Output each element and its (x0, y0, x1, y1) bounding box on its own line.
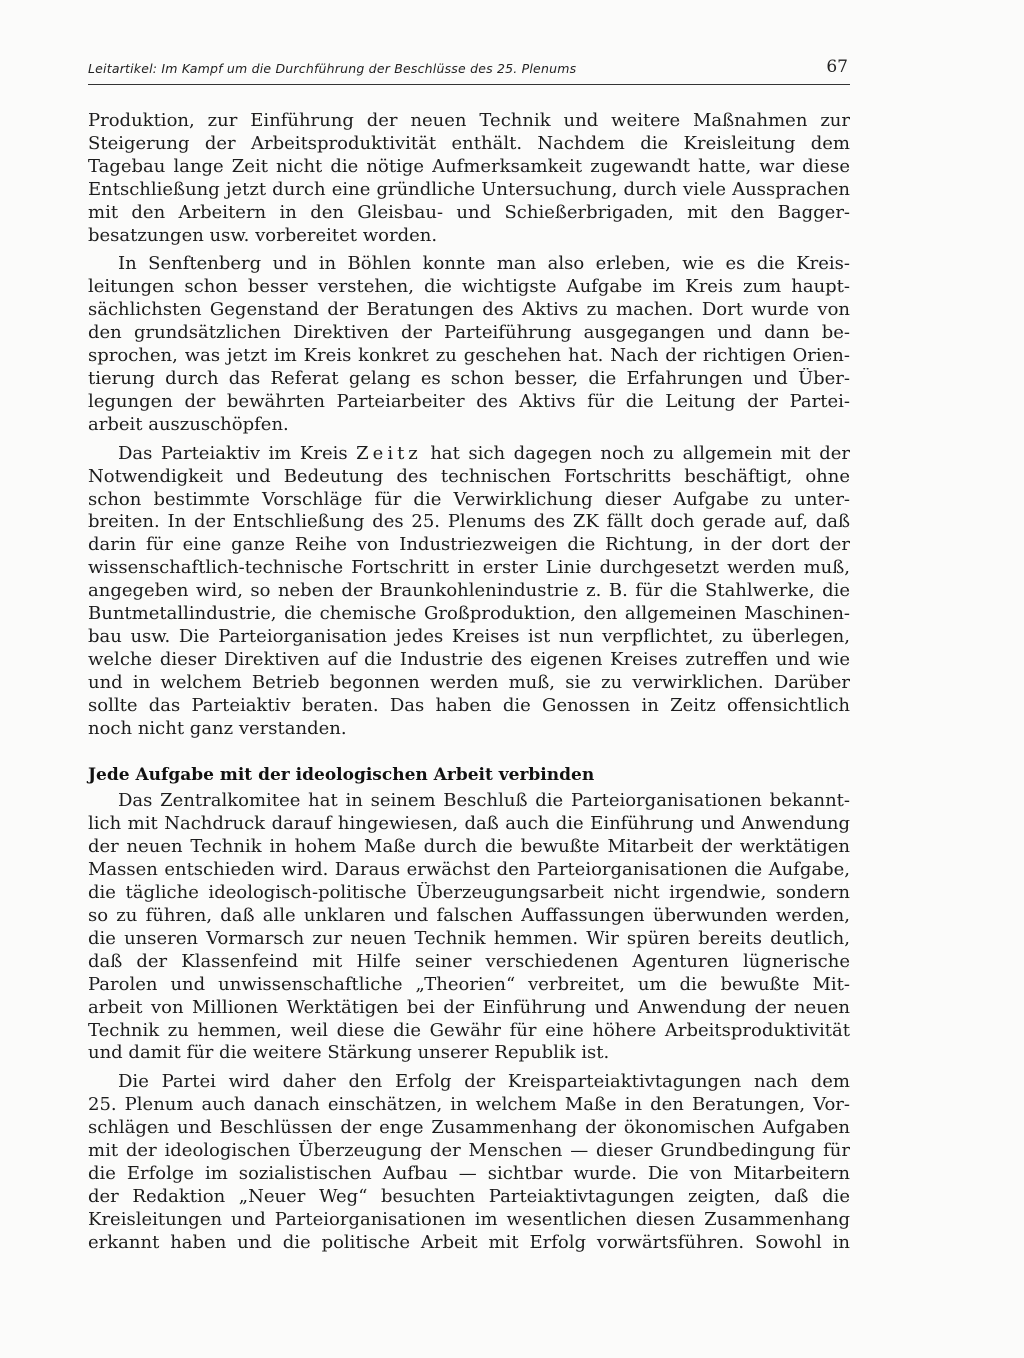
text-line: wissenschaftlich-technische Fortschritt in erster Linie durchgesetzt werden muß, (88, 557, 850, 579)
section-paragraph-1 (88, 790, 850, 1065)
text-line: Entschließung jetzt durch eine gründliche Untersuchung, durch viele Aussprachen (88, 178, 850, 200)
text-line: sollte das Parteiaktiv beraten. Das haben die Genossen in Zeitz offensichtlich (88, 694, 850, 716)
text-line: breiten. In der Entschließung des 25. Plenums des ZK fällt doch gerade auf, daß (88, 511, 850, 533)
text-line: arbeit von Millionen Werktätigen bei der Einführung und Anwendung der neuen (88, 996, 850, 1018)
header-rule (88, 84, 850, 85)
text-line: legungen der bewährten Parteiarbeiter des Aktivs für die Leitung der Partei- (88, 390, 850, 412)
running-head (88, 57, 848, 85)
text-line (88, 443, 850, 466)
text-line: tierung durch das Referat gelang es schon besser, die Erfahrungen und Über- (88, 367, 850, 389)
text-line: arbeit auszuschöpfen. (88, 413, 289, 435)
text-line: In Senftenberg und in Böhlen konnte man also erleben, wie es die Kreis- (118, 253, 850, 275)
text-line: der Redaktion „Neuer Weg“ besuchten Parteiaktivtagungen zeigten, daß die (88, 1185, 850, 1207)
text-line: Technik zu hemmen, weil diese die Gewähr für eine höhere Arbeitsproduktivität (88, 1019, 850, 1041)
text-line: so zu führen, daß alle unklaren und falschen Auffassungen überwunden werden, (88, 905, 850, 926)
section-heading: Jede Aufgabe mit der ideologischen Arbeit verbinden (88, 765, 595, 786)
text-line: Tagebau lange Zeit nicht die nötige Aufmerksamkeit zugewandt hatte, war diese (88, 155, 850, 177)
text-line: Die Partei wird daher den Erfolg der Kreisparteiaktivtagungen nach dem (118, 1071, 850, 1093)
text-line: darin für eine ganze Reihe von Industriezweigen die Richtung, in der dort der (88, 534, 850, 556)
text-line: 25. Plenum auch danach einschätzen, in welchem Maße in den Beratungen, Vor- (88, 1094, 850, 1116)
text-line: leitungen schon besser verstehen, die wichtigste Aufgabe im Kreis zum haupt- (88, 276, 850, 298)
text-line: schlägen und Beschlüssen der enge Zusammenhang der ökonomischen Aufgaben (88, 1117, 850, 1139)
emphasized-word: Zeitz (356, 442, 422, 464)
text-line: welche dieser Direktiven auf die Industrie des eigenen Kreises zutreffen und wie (88, 648, 850, 670)
text-line: erkannt haben und die politische Arbeit mit Erfolg vorwärtsführen. Sowohl in (88, 1231, 850, 1253)
text-line: die unseren Vormarsch zur neuen Technik hemmen. Wir spüren bereits deutlich, (88, 927, 850, 949)
text-line: Kreisleitungen und Parteiorganisationen im wesentlichen diesen Zusammenhang (88, 1208, 850, 1230)
page-number: 67 (826, 57, 848, 77)
text-line: daß der Klassenfeind mit Hilfe seiner verschiedenen Agenturen lügnerische (88, 950, 850, 972)
paragraph-3 (88, 443, 850, 741)
text-line: der neuen Technik in hohem Maße durch die bewußte Mitarbeit der werktätigen (88, 836, 850, 858)
text-line: besatzungen usw. vorbereitet worden. (88, 224, 438, 246)
text-line: lich mit Nachdruck darauf hingewiesen, daß auch die Einführung und Anwendung (88, 813, 850, 835)
text-line: und damit für die weitere Stärkung unserer Republik ist. (88, 1042, 610, 1064)
running-title: Leitartikel: Im Kampf um die Durchführung der Beschlüsse des 25. Plenums (88, 61, 577, 76)
text-line: Das Zentralkomitee hat in seinem Beschluß die Parteiorganisationen bekannt- (118, 790, 850, 812)
text-line: und in welchem Betrieb begonnen werden muß, sie zu verwirklichen. Darüber (88, 671, 850, 693)
body-text (88, 110, 850, 1261)
text-line: Massen entschieden wird. Daraus erwächst den Parteiorganisationen die Aufgabe, (88, 859, 850, 881)
text-line: Parolen und unwissenschaftliche „Theorien“ verbreitet, um die bewußte Mit- (88, 973, 850, 995)
text-line: Buntmetallindustrie, die chemische Großproduktion, den allgemeinen Maschinen- (88, 603, 850, 625)
section-paragraph-2 (88, 1071, 850, 1254)
text-line: schon bestimmte Vorschläge für die Verwirklichung dieser Aufgabe zu unter- (88, 488, 850, 510)
text-line: die tägliche ideologisch-politische Überzeugungsarbeit nicht irgendwie, sondern (88, 882, 850, 904)
text-line: sprochen, was jetzt im Kreis konkret zu geschehen hat. Nach der richtigen Orien- (88, 345, 850, 367)
paragraph-2 (88, 253, 850, 436)
text-line: angegeben wird, so neben der Braunkohlenindustrie z. B. für die Stahlwerke, die (88, 580, 850, 602)
text-line: mit der ideologischen Überzeugung der Menschen — dieser Grundbedingung für (88, 1140, 850, 1162)
text-line: Notwendigkeit und Bedeutung des technischen Fortschritts beschäftigt, ohne (88, 465, 850, 487)
text-line: Steigerung der Arbeitsproduktivität enthält. Nachdem die Kreisleitung dem (88, 132, 850, 154)
text-line: bau usw. Die Parteiorganisation jedes Kreises ist nun verpflichtet, zu überlegen, (88, 625, 850, 647)
text-line: die Erfolge im sozialistischen Aufbau — sichtbar wurde. Die von Mitarbeitern (88, 1162, 850, 1184)
text-line: noch nicht ganz verstanden. (88, 717, 347, 739)
paragraph-1 (88, 110, 850, 247)
text-line: Produktion, zur Einführung der neuen Technik und weitere Maßnahmen zur (88, 110, 850, 131)
text-fragment: hat sich dagegen noch zu allgemein mit der (430, 442, 850, 464)
text-fragment: Das Parteiaktiv im Kreis (118, 442, 348, 464)
text-line: sächlichsten Gegenstand der Beratungen des Aktivs zu machen. Dort wurde von (88, 299, 850, 321)
text-line: den grundsätzlichen Direktiven der Parteiführung ausgegangen und dann be- (88, 322, 850, 344)
text-line: mit den Arbeitern in den Gleisbau- und Schießerbrigaden, mit den Bagger- (88, 201, 850, 223)
